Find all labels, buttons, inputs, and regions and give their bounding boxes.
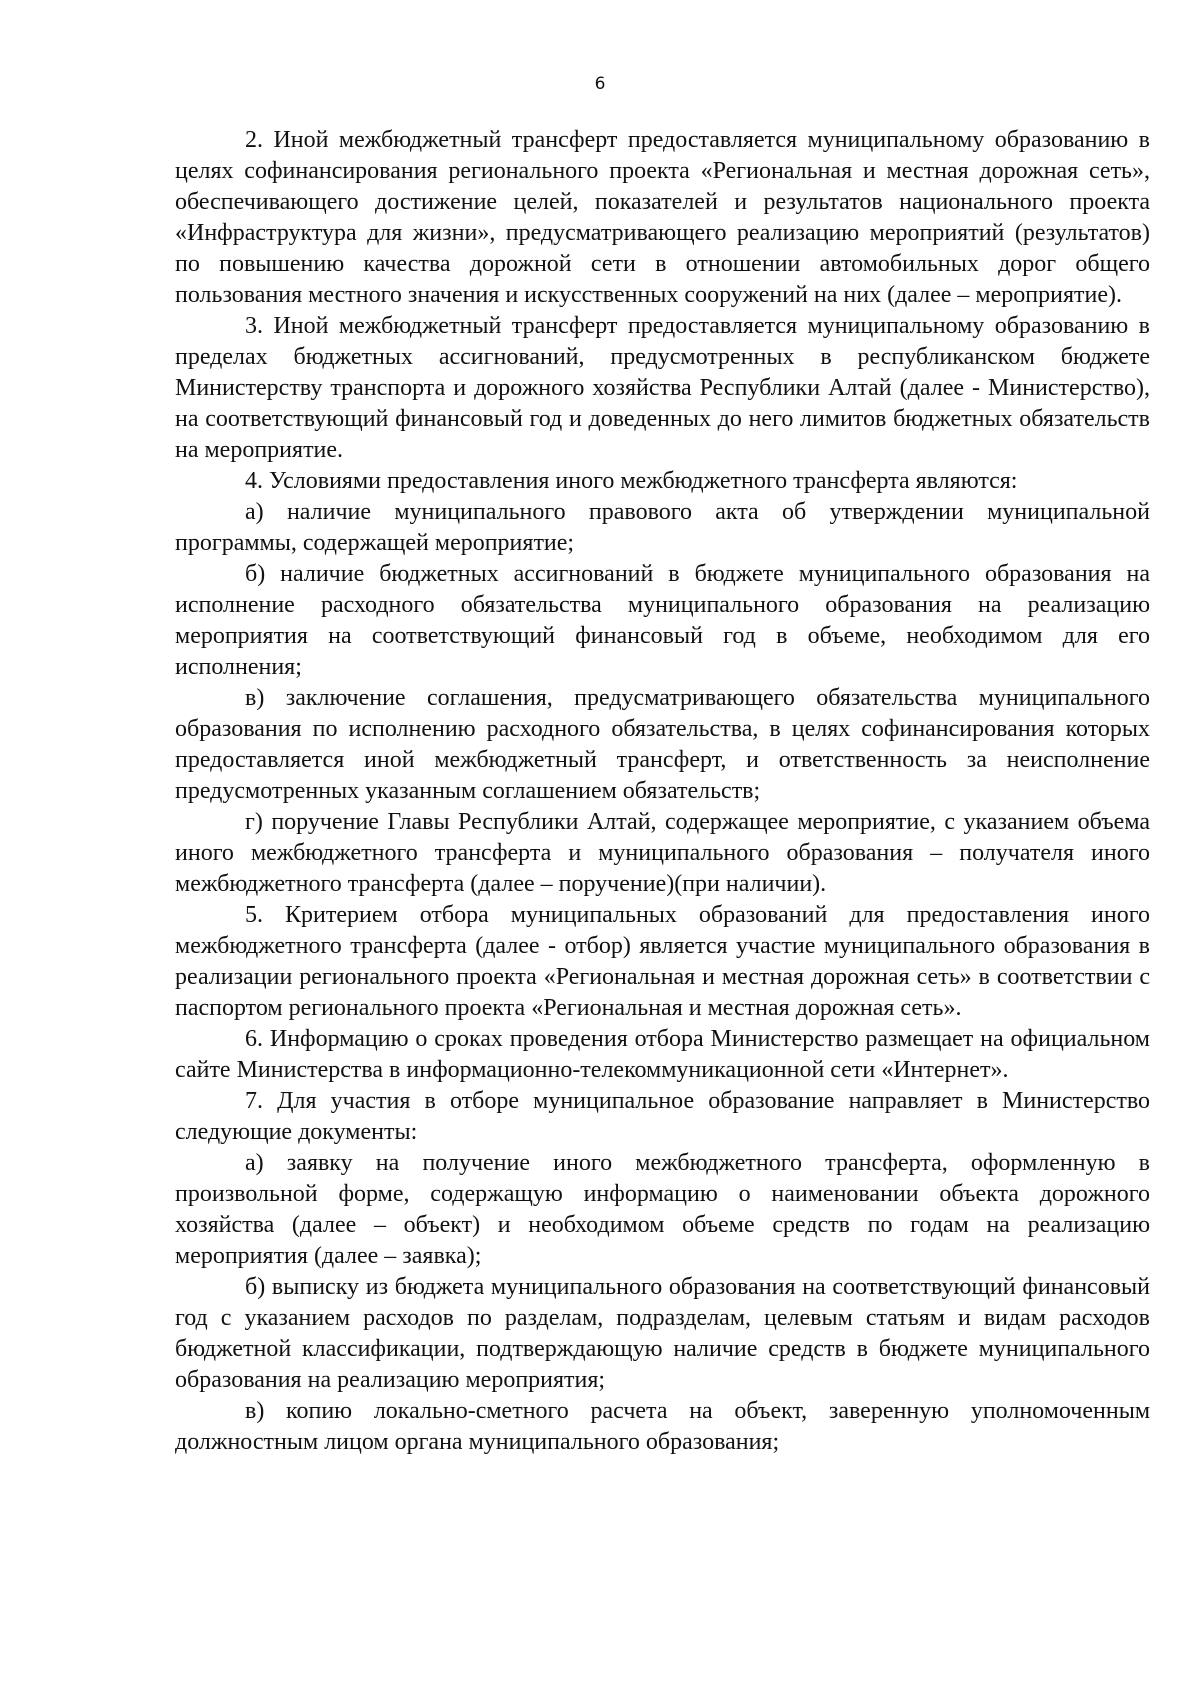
paragraph-3: 3. Иной межбюджетный трансферт предоставляется муниципальному образованию в пределах бюджетных ассигнований, предусмотренных в республиканском бюджете Министерству транспорта и дорожного хозяйства Республики Алтай (далее - Министерство), на соответствующий финансовый год и доведенных до него лимитов бюджетных обязательств на мероприятие.	[175, 313, 1150, 463]
page-number: 6	[594, 74, 606, 94]
paragraph-2: 2. Иной межбюджетный трансферт предоставляется муниципальному образованию в целях софинансирования регионального проекта «Региональная и местная дорожная сеть», обеспечивающего достижение целей, показателей и результатов национального проекта «Инфраструктура для жизни», предусматривающего реализацию мероприятий (результатов) по повышению качества дорожной сети в отношении автомобильных дорог общего пользования местного значения и искусственных сооружений на них (далее – мероприятие).	[175, 127, 1150, 308]
paragraph-7a: а) заявку на получение иного межбюджетного трансферта, оформленную в произвольной форме, содержащую информацию о наименовании объекта дорожного хозяйства (далее – объект) и необходимом объеме средств по годам на реализацию мероприятия (далее – заявка);	[175, 1150, 1150, 1269]
paragraph-7v: в) копию локально-сметного расчета на объект, заверенную уполномоченным должностным лицом органа муниципального образования;	[175, 1398, 1150, 1455]
paragraph-4a: а) наличие муниципального правового акта об утверждении муниципальной программы, содержащей мероприятие;	[175, 499, 1150, 556]
paragraph-4: 4. Условиями предоставления иного межбюджетного трансферта являются:	[245, 468, 1018, 494]
paragraph-4b: б) наличие бюджетных ассигнований в бюджете муниципального образования на исполнение расходного обязательства муниципального образования на реализацию мероприятия на соответствующий финансовый год в объеме, необходимом для его исполнения;	[175, 561, 1150, 680]
paragraph-4g: г) поручение Главы Республики Алтай, содержащее мероприятие, с указанием объема иного межбюджетного трансферта и муниципального образования – получателя иного межбюджетного трансферта (далее – поручение)(при наличии).	[175, 809, 1150, 897]
paragraph-4v: в) заключение соглашения, предусматривающего обязательства муниципального образования по исполнению расходного обязательства, в целях софинансирования которых предоставляется иной межбюджетный трансферт, и ответственность за неисполнение предусмотренных указанным соглашением обязательств;	[175, 685, 1150, 804]
paragraph-7b: б) выписку из бюджета муниципального образования на соответствующий финансовый год с указанием расходов по разделам, подразделам, целевым статьям и видам расходов бюджетной классификации, подтверждающую наличие средств в бюджете муниципального образования на реализацию мероприятия;	[175, 1274, 1150, 1393]
paragraph-6: 6. Информацию о сроках проведения отбора Министерство размещает на официальном сайте Министерства в информационно-телекоммуникационной сети «Интернет».	[175, 1026, 1150, 1083]
document-body	[175, 125, 1150, 1458]
paragraph-7: 7. Для участия в отборе муниципальное образование направляет в Министерство следующие документы:	[175, 1088, 1150, 1145]
paragraph-5: 5. Критерием отбора муниципальных образований для предоставления иного межбюджетного трансферта (далее - отбор) является участие муниципального образования в реализации регионального проекта «Региональная и местная дорожная сеть» в соответствии с паспортом регионального проекта «Региональная и местная дорожная сеть».	[175, 902, 1150, 1021]
